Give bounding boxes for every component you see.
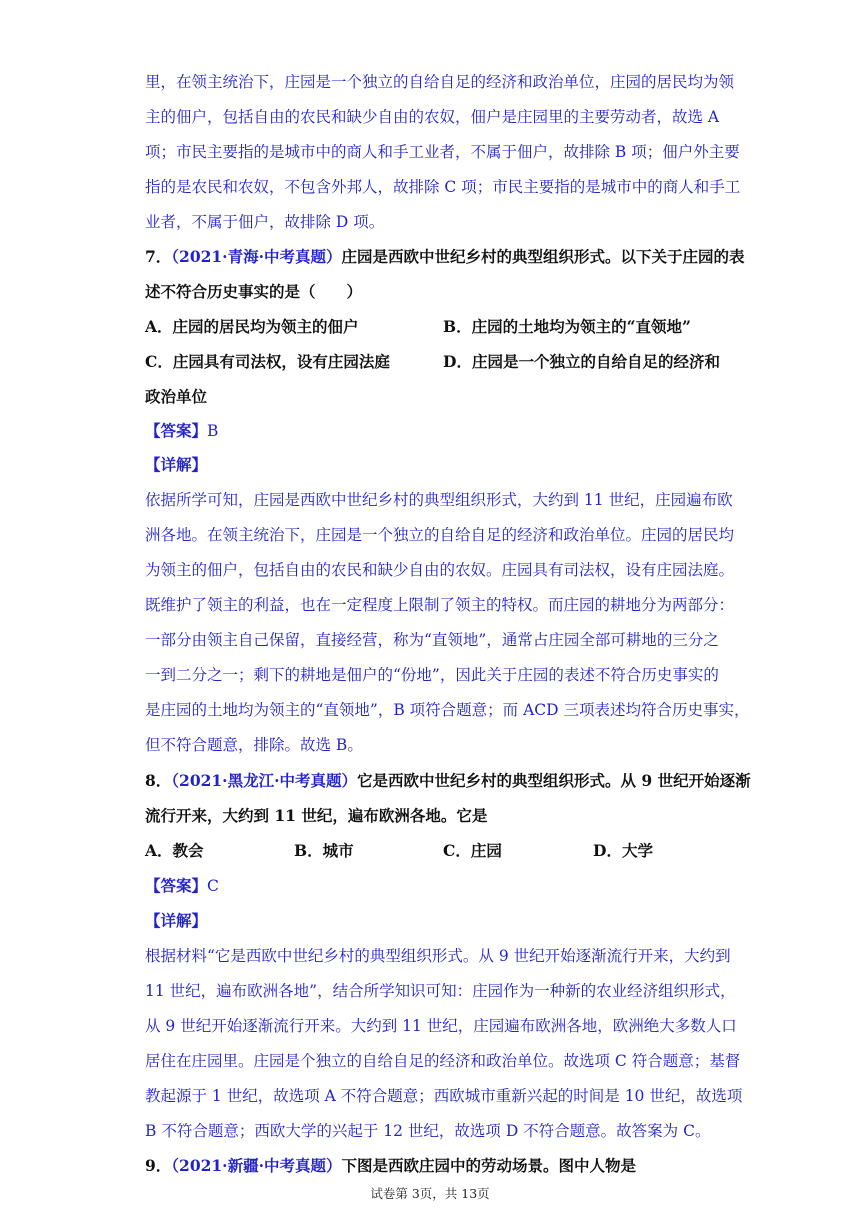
- question-source: （2021·青海·中考真题）: [171, 247, 342, 266]
- explanation-line: 指的是农民和农奴，不包含外邦人，故排除 C 项；市民主要指的是城市中的商人和手工: [145, 178, 741, 196]
- question-9-stem: [145, 1156, 725, 1176]
- detail-line: 是庄园的土地均为领主的“直领地”，B 项符合题意；而 ACD 三项表述均符合历史事实，: [145, 701, 750, 719]
- option-d-cont: 政治单位: [145, 387, 208, 406]
- option-a: A．庄园的居民均为领主的佃户: [145, 317, 359, 336]
- detail-line: 从 9 世纪开始逐渐流行开来。大约到 11 世纪，庄园遍布欧洲各地，欧洲绝大多数人口: [145, 1017, 737, 1035]
- explanation-line: 里，在领主统治下，庄园是一个独立的自给自足的经济和政治单位，庄园的居民均为领: [145, 73, 735, 91]
- explanation-line: 项；市民主要指的是城市中的商人和手工业者，不属于佃户，故排除 B 项；佃户外主要: [145, 143, 740, 161]
- question-stem: 它是西欧中世纪乡村的典型组织形式。从 9 世纪开始逐渐: [356, 771, 751, 790]
- answer-value: B: [207, 422, 219, 440]
- answer-value: C: [207, 877, 219, 895]
- question-stem: 下图是西欧庄园中的劳动场景。图中人物是: [341, 1156, 636, 1175]
- detail-line: B 不符合题意；西欧大学的兴起于 12 世纪，故选项 D 不符合题意。故答案为 C。: [145, 1122, 711, 1140]
- option-d: D．大学: [593, 841, 653, 860]
- detail-line: 根据材料“它是西欧中世纪乡村的典型组织形式。从 9 世纪开始逐渐流行开来，大约到: [145, 947, 731, 965]
- question-stem: 庄园是西欧中世纪乡村的典型组织形式。以下关于庄园的表: [341, 247, 745, 266]
- answer-tag: 【答案】: [145, 876, 208, 895]
- question-stem-cont: 流行开来，大约到 11 世纪，遍布欧洲各地。它是: [145, 806, 488, 825]
- page-footer: 试卷第 3页，共 13页: [370, 1186, 490, 1201]
- answer-tag: 【答案】: [145, 421, 208, 440]
- question-7-stem: [145, 247, 745, 267]
- question-stem-cont: 述不符合历史事实的是（ ）: [145, 282, 363, 301]
- question-8-stem: [145, 771, 751, 791]
- question-number: 9．: [145, 1156, 172, 1175]
- answer-row: [145, 421, 725, 441]
- detail-line: 11 世纪，遍布欧洲各地”，结合所学知识可知：庄园作为一种新的农业经济组织形式，: [145, 982, 736, 1000]
- option-b: B．城市: [294, 841, 354, 860]
- answer-row: [145, 876, 725, 896]
- option-b: B．庄园的土地均为领主的“直领地”: [443, 317, 691, 336]
- detail-line: 洲各地。在领主统治下，庄园是一个独立的自给自足的经济和政治单位。庄园的居民均: [145, 526, 735, 544]
- explanation-line: 业者，不属于佃户，故排除 D 项。: [145, 213, 385, 231]
- detail-tag: 【详解】: [145, 455, 208, 474]
- option-c: C．庄园具有司法权，设有庄园法庭: [145, 352, 390, 371]
- question-source: （2021·新疆·中考真题）: [171, 1156, 342, 1175]
- question-source: （2021·黑龙江·中考真题）: [171, 771, 357, 790]
- detail-line: 但不符合题意，排除。故选 B。: [145, 736, 363, 754]
- detail-line: 既维护了领主的利益，也在一定程度上限制了领主的特权。而庄园的耕地分为两部分：: [145, 596, 735, 614]
- detail-line: 为领主的佃户，包括自由的农民和缺少自由的农奴。庄园具有司法权，设有庄园法庭。: [145, 561, 735, 579]
- detail-line: 教起源于 1 世纪，故选项 A 不符合题意；西欧城市重新兴起的时间是 10 世纪，故选项: [145, 1087, 743, 1105]
- option-d: D．庄园是一个独立的自给自足的经济和: [443, 352, 720, 371]
- option-a: A．教会: [145, 841, 204, 860]
- detail-line: 一部分由领主自己保留，直接经营，称为“直领地”，通常占庄园全部可耕地的三分之: [145, 631, 719, 649]
- detail-line: 依据所学可知，庄园是西欧中世纪乡村的典型组织形式，大约到 11 世纪，庄园遍布欧: [145, 491, 733, 509]
- detail-tag: 【详解】: [145, 911, 208, 930]
- detail-line: 一到二分之一；剩下的耕地是佃户的“份地”，因此关于庄园的表述不符合历史事实的: [145, 666, 719, 684]
- question-number: 8．: [145, 771, 172, 790]
- detail-line: 居住在庄园里。庄园是个独立的自给自足的经济和政治单位。故选项 C 符合题意；基督: [145, 1052, 741, 1070]
- option-c: C．庄园: [443, 841, 502, 860]
- explanation-line: 主的佃户，包括自由的农民和缺少自由的农奴，佃户是庄园里的主要劳动者，故选 A: [145, 108, 720, 126]
- question-number: 7．: [145, 247, 172, 266]
